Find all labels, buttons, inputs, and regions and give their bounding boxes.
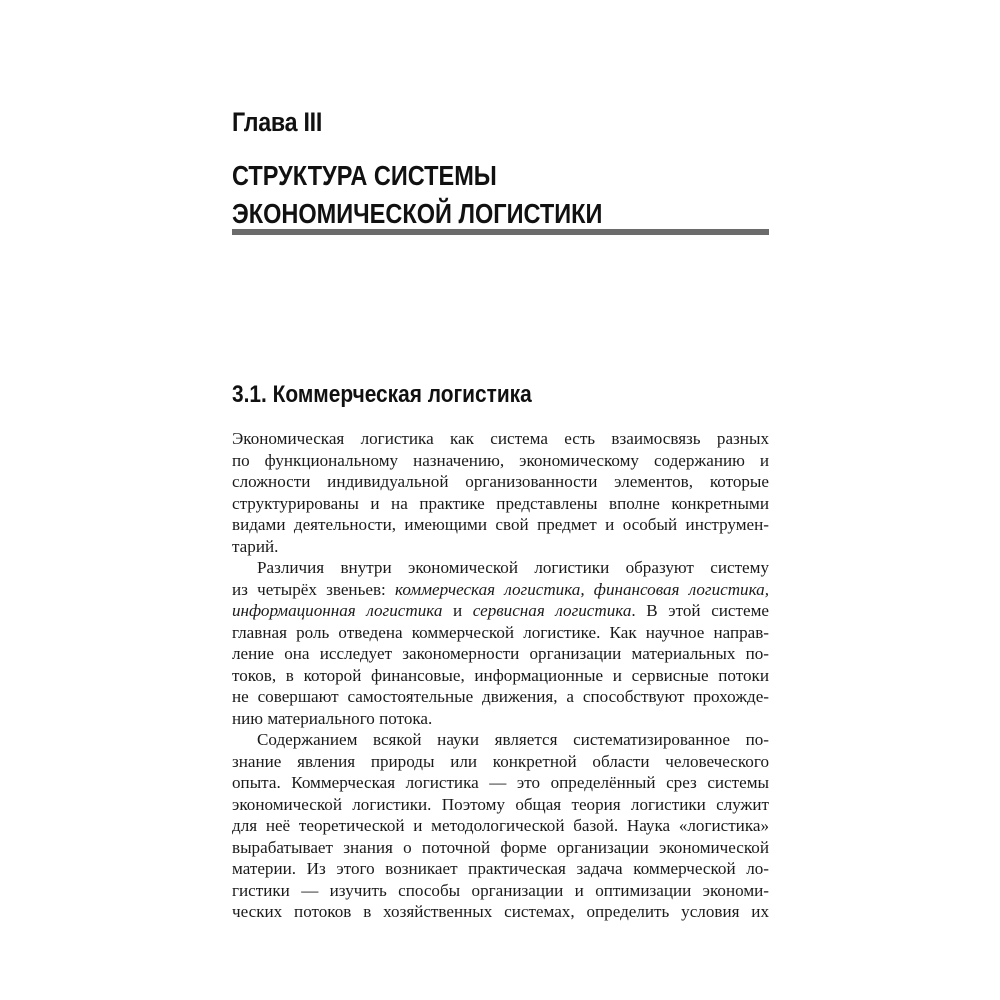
paragraph-1-line: видами деятельности, имеющими свой предмет и особый инструмен-	[232, 515, 769, 534]
paragraph-2-line: нию материального потока.	[232, 708, 433, 728]
paragraph-3-line: опыта. Коммерческая логистика — это определённый срез системы	[232, 773, 769, 792]
paragraph-1-line: структурированы и на практике представлены вполне конкретными	[232, 493, 769, 513]
chapter-title-line-1: СТРУКТУРА СИСТЕМЫ	[232, 160, 497, 191]
chapter-title	[232, 157, 602, 233]
paragraph-2-line: ление она исследует закономерности организации материальных по-	[232, 644, 769, 663]
body-text	[232, 428, 769, 923]
paragraph-2-line-mixed	[232, 600, 769, 622]
paragraph-1-line: тарий.	[232, 536, 279, 556]
chapter-title-rule	[232, 229, 769, 235]
paragraph-3-line: гистики — изучить способы организации и оптимизации экономи-	[232, 880, 769, 900]
paragraph-3-line: Содержанием всякой науки является систематизированное по-	[257, 730, 769, 749]
paragraph-2-plain-fragment: из четырёх звеньев:	[232, 579, 395, 599]
paragraph-1-line: по функциональному назначению, экономическому содержанию и	[232, 450, 769, 470]
paragraph-3-line: ческих потоков в хозяйственных системах, определить условия их	[232, 902, 769, 921]
paragraph-3-line: экономической логистики. Поэтому общая теория логистики служит	[232, 794, 769, 814]
paragraph-2-line-mixed	[232, 579, 769, 601]
paragraph-3-line: вырабатывает знания о поточной форме организации экономической	[232, 837, 769, 857]
section-heading: 3.1. Коммерческая логистика	[232, 381, 532, 408]
chapter-label: Глава III	[232, 107, 323, 137]
paragraph-2-italic-fragment: коммерческая логистика, финансовая логистика,	[394, 579, 769, 599]
paragraph-2-line: не совершают самостоятельные движения, а способствуют прохожде-	[232, 687, 769, 706]
paragraph-3-line: знание явления природы или конкретной области человеческого	[232, 751, 769, 771]
paragraph-2-italic-fragment: сервисная логистика	[472, 601, 632, 620]
paragraph-1-line: сложности индивидуальной организованности элементов, которые	[232, 472, 769, 491]
paragraph-2-plain-fragment: . В этой системе	[631, 601, 769, 620]
paragraph-2-line: токов, в которой финансовые, информационные и сервисные потоки	[232, 665, 769, 685]
paragraph-2-line: главная роль отведена коммерческой логистике. Как научное направ-	[232, 622, 769, 642]
paragraph-2-italic-fragment: информационная логистика	[232, 601, 443, 620]
paragraph-3-line: материи. Из этого возникает практическая задача коммерческой ло-	[232, 859, 769, 878]
paragraph-3-line: для неё теоретической и методологической базой. Наука «логистика»	[232, 816, 769, 835]
paragraph-1-line: Экономическая логистика как система есть взаимосвязь разных	[232, 429, 769, 448]
paragraph-2-line: Различия внутри экономической логистики образуют систему	[257, 558, 769, 577]
chapter-title-line-2: ЭКОНОМИЧЕСКОЙ ЛОГИСТИКИ	[232, 198, 603, 229]
paragraph-2-plain-fragment: и	[442, 601, 473, 620]
